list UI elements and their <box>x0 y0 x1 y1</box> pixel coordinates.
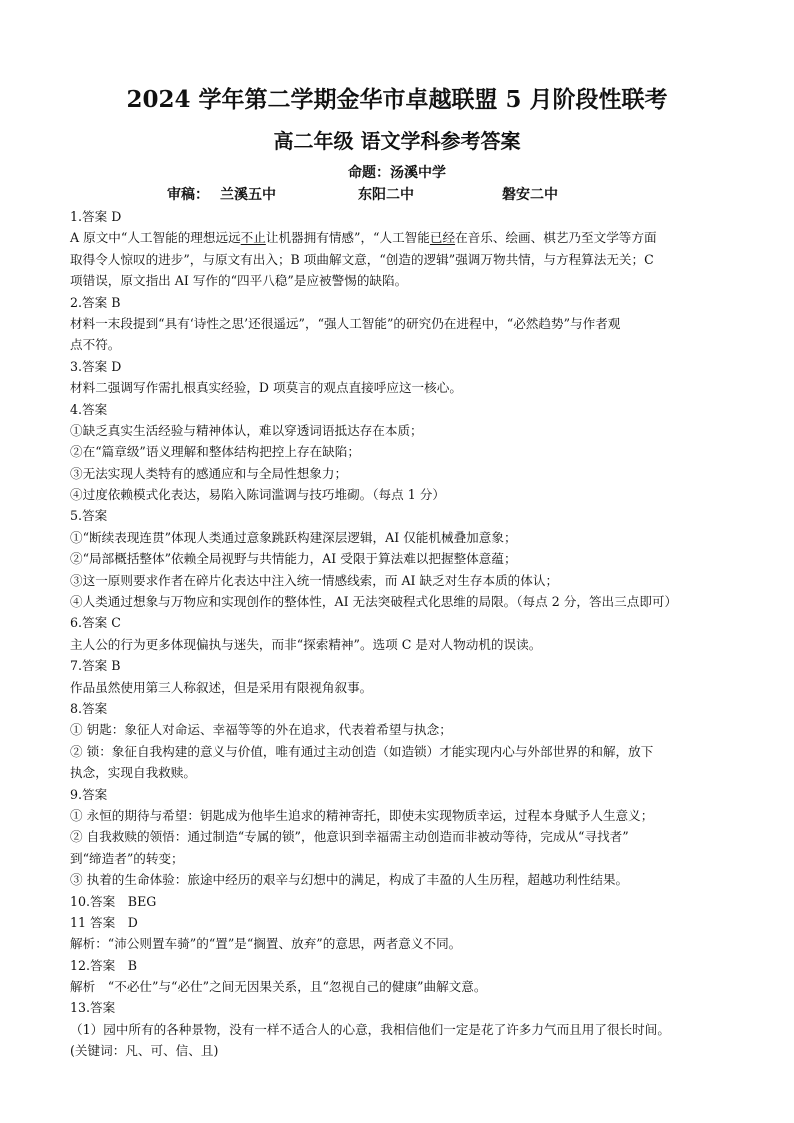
answer-text-line: 到“缔造者”的转变； <box>70 850 184 866</box>
answer-text-line: ④人类通过想象与万物应和实现创作的整体性，AI 无法突破程式化思维的局限。（每点 2 分，答出三点即可） <box>70 594 678 610</box>
reviewers-line <box>0 186 794 204</box>
answer-text-line: ②在“篇章级”语义理解和整体结构把控上存在缺陷； <box>70 444 360 460</box>
answer-heading: 5.答案 <box>70 508 108 524</box>
answer-heading: 1.答案 D <box>70 209 122 224</box>
answer-text-line: （1）园中所有的各种景物，没有一样不适合人的心意，我相信他们一定是花了许多力气而且用了很长时间。 <box>70 1021 670 1037</box>
question-setter: 命题：汤溪中学 <box>348 165 446 181</box>
answer-heading: 13.答案 <box>70 1000 116 1016</box>
answer-text-line: ② 锁：象征自我构建的意义与价值，唯有通过主动创造（如造锁）才能实现内心与外部世界的和解，放下 <box>70 743 654 759</box>
reviewer-school: 磐安二中 <box>502 187 558 203</box>
answer-text-line: 作品虽然使用第三人称叙述，但是采用有限视角叙事。 <box>70 679 373 695</box>
answer-heading: 3.答案 D <box>70 358 122 374</box>
answer-text-line: (关键词：凡、可、信、且) <box>70 1043 219 1059</box>
answers-body <box>70 206 730 1062</box>
answer-text-line: 项错误，原文指出 AI 写作的“四平八稳”是应被警惕的缺陷。 <box>70 273 408 289</box>
answer-heading: 6.答案 C <box>70 615 121 631</box>
underlined-text: 不止 <box>240 230 266 246</box>
answer-text-line: ③无法实现人类特有的感通应和与全局性想象力； <box>70 465 348 481</box>
answer-heading: 4.答案 <box>70 401 108 417</box>
answer-text-line: ③ 执着的生命体验：旅途中经历的艰辛与幻想中的满足，构成了丰盈的人生历程，超越功利性结果。 <box>70 872 629 888</box>
document-title: 2024 学年第二学期金华市卓越联盟 5 月阶段性联考 <box>126 86 668 113</box>
answer-text-line: 材料一末段提到“具有‘诗性之思’还很遥远”，“强人工智能”的研究仍在进程中，“必然趋势”与作者观 <box>70 315 621 331</box>
answer-text-line: 解析：“沛公则置车骑”的“置”是“搁置、放弃”的意思，两者意义不同。 <box>70 936 462 952</box>
answer-text-line: ③这一原则要求作者在碎片化表达中注入统一情感线索，而 AI 缺乏对生存本质的体认； <box>70 572 559 588</box>
answer-heading: 8.答案 <box>70 700 108 716</box>
answer-text-line: ①缺乏真实生活经验与精神体认，难以穿透词语抵达存在本质； <box>70 422 423 438</box>
answer-text-line: ①“断续表现连贯”体现人类通过意象跳跃构建深层逻辑，AI 仅能机械叠加意象； <box>70 529 517 545</box>
answer-heading: 12.答案 B <box>70 957 138 973</box>
answer-text-line: ① 钥匙：象征人对命运、幸福等等的外在追求，代表着希望与执念； <box>70 722 452 738</box>
answer-heading: 11 答案 D <box>70 914 138 930</box>
answer-heading: 2.答案 B <box>70 294 121 310</box>
answer-text-line: 点不符。 <box>70 337 121 353</box>
reviewers-label: 审稿： <box>167 187 209 203</box>
reviewer-school: 东阳二中 <box>358 187 414 203</box>
answer-text-line: 执念，实现自我救赎。 <box>70 765 196 781</box>
answer-heading: 10.答案 BEG <box>70 893 157 909</box>
answer-text-line: 取得令人惊叹的进步”，与原文有出入；B 项曲解文意，“创造的逻辑”强调万物共情，与方程算法无关；C <box>70 251 654 267</box>
answer-text-line: ④过度依赖模式化表达，易陷入陈词滥调与技巧堆砌。（每点 1 分） <box>70 487 445 503</box>
underlined-text: 已经 <box>429 230 456 246</box>
answer-text-line: 主人公的行为更多体现偏执与迷失，而非“探索精神”。选项 C 是对人物动机的误读。 <box>70 636 542 652</box>
answer-text-line: ① 永恒的期待与希望：钥匙成为他毕生追求的精神寄托，即使未实现物质幸运，过程本身赋予人生意义； <box>70 807 654 823</box>
answer-text-line: 解析 “不必仕”与“必仕”之间无因果关系，且“忽视自己的健康”曲解文意。 <box>70 979 487 995</box>
answer-heading: 9.答案 <box>70 786 108 802</box>
document-subtitle: 高二年级 语文学科参考答案 <box>273 129 521 153</box>
answer-heading: 7.答案 B <box>70 658 121 674</box>
answer-text-line: ② 自我救赎的领悟：通过制造“专属的锁”，他意识到幸福需主动创造而非被动等待，完成从“寻找者” <box>70 829 629 845</box>
reviewer-school: 兰溪五中 <box>220 187 276 203</box>
answer-text-line: A 原文中“人工智能的理想远远不止让机器拥有情感”，“人工智能已经在音乐、绘画、棋艺乃至文学等方面 <box>70 230 657 246</box>
answer-text-line: ②“局部概括整体”依赖全局视野与共情能力，AI 受限于算法难以把握整体意蕴； <box>70 551 517 567</box>
answer-text-line: 材料二强调写作需扎根真实经验，D 项莫言的观点直接呼应这一核心。 <box>70 380 462 396</box>
